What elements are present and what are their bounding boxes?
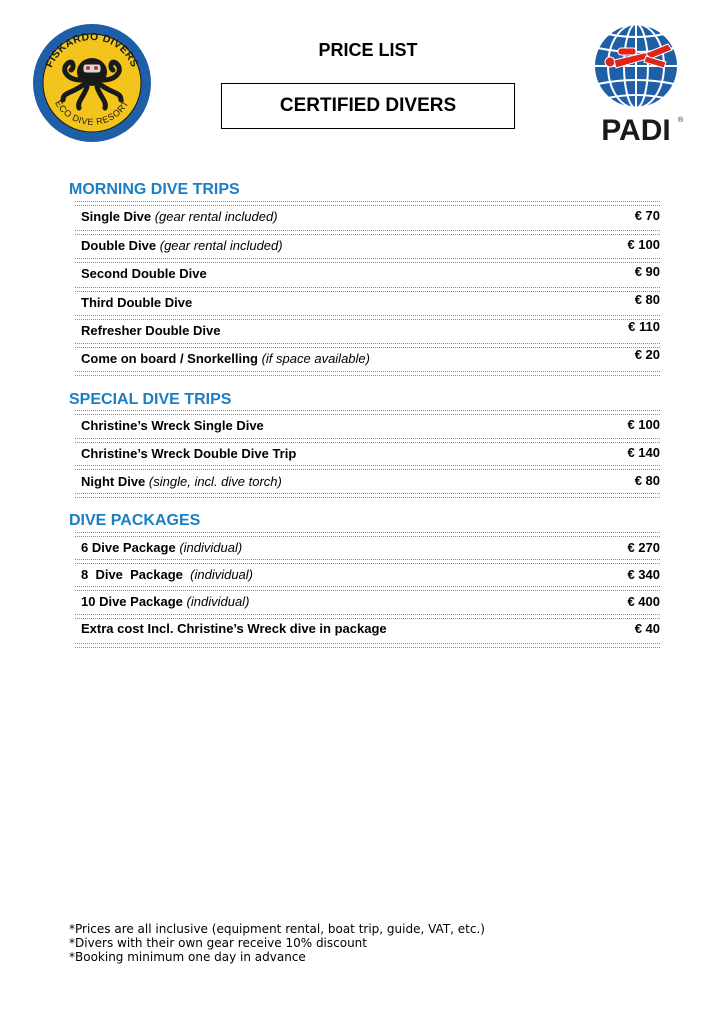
- price-double-dive: € 100: [627, 237, 660, 252]
- price-snorkelling: € 20: [634, 347, 660, 362]
- price-item-refresher-double-dive: Refresher Double Dive: [81, 323, 221, 338]
- dotted-rule: [75, 258, 660, 263]
- price-wreck-single-dive: € 100: [627, 417, 660, 432]
- price-item-10-dive-package: 10 Dive Package (individual): [81, 594, 250, 609]
- price-item-extra-wreck-dive: Extra cost Incl. Christine’s Wreck dive in package: [81, 621, 387, 636]
- dotted-rule: [75, 493, 660, 498]
- dotted-rule: [75, 343, 660, 348]
- section-title-morning-dive-trips: MORNING DIVE TRIPS: [69, 181, 240, 198]
- dotted-rule: [75, 559, 660, 564]
- dotted-rule: [75, 532, 660, 537]
- dotted-rule: [75, 287, 660, 292]
- dotted-rule: [75, 465, 660, 470]
- price-item-third-double-dive: Third Double Dive: [81, 295, 193, 310]
- footnote: *Divers with their own gear receive 10% discount: [69, 936, 367, 950]
- dotted-rule: [75, 371, 660, 376]
- price-item-6-dive-package: 6 Dive Package (individual): [81, 540, 243, 555]
- svg-text:ECO DIVE RESORT: ECO DIVE RESORT: [53, 98, 131, 127]
- page-title: PRICE LIST: [318, 40, 418, 60]
- price-item-second-double-dive: Second Double Dive: [81, 266, 207, 281]
- dotted-rule: [75, 410, 660, 415]
- price-third-double-dive: € 80: [634, 292, 660, 307]
- price-6-dive-package: € 270: [627, 540, 660, 555]
- svg-text:PADI: PADI: [601, 114, 671, 146]
- dotted-rule: [75, 438, 660, 443]
- page-subtitle-text: CERTIFIED DIVERS: [279, 95, 457, 116]
- footnotes: [69, 922, 485, 964]
- dotted-rule: [75, 586, 660, 591]
- padi-logo: [588, 22, 684, 146]
- svg-text:®: ®: [678, 117, 684, 124]
- svg-text:FISKARDO DIVERS: FISKARDO DIVERS: [43, 30, 141, 70]
- price-single-dive: € 70: [634, 208, 660, 223]
- price-item-night-dive: Night Dive (single, incl. dive torch): [81, 474, 282, 489]
- price-item-wreck-single-dive: Christine’s Wreck Single Dive: [81, 418, 264, 433]
- dotted-rule: [75, 614, 660, 619]
- price-item-wreck-double-dive-trip: Christine’s Wreck Double Dive Trip: [81, 446, 297, 461]
- price-night-dive: € 80: [634, 473, 660, 488]
- section-title-dive-packages: DIVE PACKAGES: [69, 512, 201, 529]
- price-item-snorkelling: Come on board / Snorkelling (if space available): [81, 351, 370, 366]
- dotted-rule: [75, 201, 660, 206]
- footnote: *Prices are all inclusive (equipment rental, boat trip, guide, VAT, etc.): [69, 922, 485, 936]
- section-title-special-dive-trips: SPECIAL DIVE TRIPS: [69, 391, 232, 408]
- price-wreck-double-dive-trip: € 140: [627, 445, 660, 460]
- price-item-8-dive-package: 8 Dive Package (individual): [81, 567, 254, 582]
- price-10-dive-package: € 400: [627, 594, 660, 609]
- dotted-rule: [75, 230, 660, 235]
- price-extra-wreck-dive: € 40: [634, 621, 660, 636]
- price-item-single-dive: Single Dive (gear rental included): [81, 209, 278, 224]
- price-refresher-double-dive: € 110: [628, 319, 660, 334]
- price-item-double-dive: Double Dive (gear rental included): [81, 238, 283, 253]
- page-subtitle: [221, 83, 515, 129]
- price-second-double-dive: € 90: [634, 264, 660, 279]
- dotted-rule: [75, 643, 660, 648]
- fiskardo-divers-logo: [31, 22, 153, 144]
- footnote: *Booking minimum one day in advance: [69, 950, 306, 964]
- dotted-rule: [75, 315, 660, 320]
- price-8-dive-package: € 340: [627, 567, 660, 582]
